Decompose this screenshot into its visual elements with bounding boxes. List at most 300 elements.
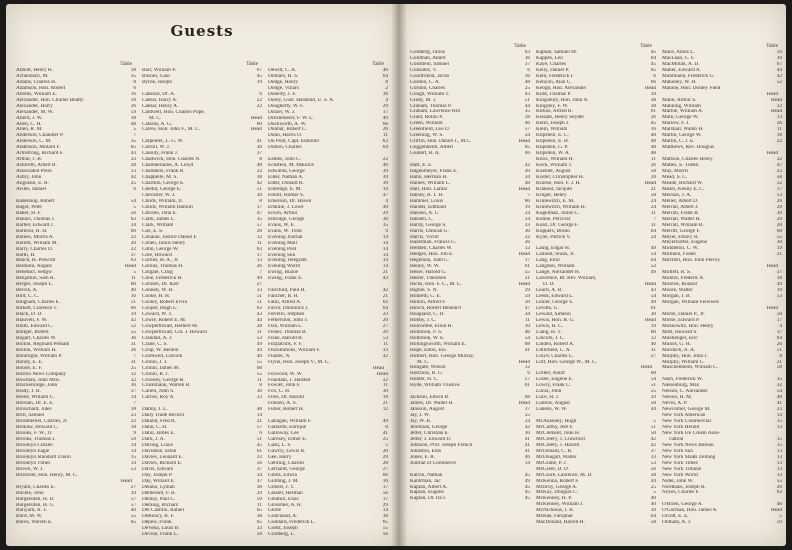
guest-table: 63 — [524, 49, 530, 55]
guest-table: 64 — [382, 145, 388, 151]
guest-name: Ashforth, Albert B. — [16, 163, 57, 169]
guest-table: 6 — [527, 67, 530, 73]
guest-name: Maher, Edward A. — [662, 67, 701, 73]
guest-name: Adams, Charles H. — [16, 79, 57, 85]
guest-name: Chappelle, M. S. — [142, 175, 178, 181]
guest-table: 65 — [130, 520, 136, 526]
guest-name: Friesell, A. S. — [268, 401, 297, 407]
guest-name: Kent, Frederick I. — [536, 73, 574, 79]
guest-table: 63 — [382, 139, 388, 145]
guest-name: Evening Telegram — [268, 258, 307, 264]
guest-table: 52 — [650, 264, 656, 270]
guest-name: Christie, John E. — [142, 210, 178, 216]
guest-table: 47 — [382, 192, 388, 198]
guest-table: 65 — [130, 145, 136, 151]
guest-name: Calkins, A. G. — [142, 121, 173, 127]
guest-name: McKenney, H. P. — [536, 496, 572, 502]
guest-name: Garnsey, Elmer E. — [268, 437, 307, 443]
guest-table: 7 — [527, 192, 530, 198]
guest-table: 26 — [650, 115, 656, 121]
guest-table: 41 — [524, 448, 530, 454]
guest-name: New York American — [662, 413, 706, 419]
guest-name: Cassidy, Frank J. — [142, 151, 179, 157]
guest-table: 22 — [524, 234, 530, 240]
guest-name: Erskine, J. Lowe — [268, 204, 304, 210]
guest-table: 32 — [776, 383, 782, 389]
guest-table: Head — [120, 478, 132, 484]
guest-table: 32 — [776, 180, 782, 186]
guest-table: 18 — [130, 67, 136, 73]
guest-table: 45 — [650, 61, 656, 67]
guest-table: 8 — [779, 353, 782, 359]
guest-table: 8 — [259, 198, 262, 204]
guest-name: Dozier, W. J. — [268, 109, 296, 115]
guest-name: Hansen, C. — [410, 216, 434, 222]
guest-table: 11 — [382, 341, 388, 347]
guest-table: 11 — [776, 127, 782, 133]
guest-name: McGuire, Laurence, M. D. — [536, 472, 593, 478]
guest-name: Fish, William L. — [268, 323, 303, 329]
guest-table: 17 — [256, 252, 262, 258]
guest-table: 64 — [382, 73, 388, 79]
guest-name: Busoni, Gaio — [142, 73, 170, 79]
guest-name: Nordhaus, Joseph R. — [662, 484, 706, 490]
guest-name: Cabezas, Dr. A. — [142, 91, 176, 97]
guest-table: 28 — [256, 228, 262, 234]
guest-name: Cooley, Robert Ervin — [142, 300, 188, 306]
guest-table: 46 — [382, 67, 388, 73]
guest-name: Bercik, A. — [16, 288, 38, 294]
guest-name: Davies, Richard E. — [142, 460, 183, 466]
guest-table: 8 — [259, 157, 262, 163]
guest-name: Koster, Christopher H. — [536, 174, 585, 180]
guest-name: Beach, H. Prescott — [16, 258, 56, 264]
guest-table: 11 — [256, 377, 262, 383]
guest-table: 49 — [650, 270, 656, 276]
guest-name: DeVena, Louis B. — [142, 526, 180, 532]
guest-name: Jackson, Edwin B. — [410, 395, 450, 401]
guest-name: Noyes, Charles F. — [662, 490, 700, 496]
guest-name: Cohen, Julius Henry — [142, 240, 186, 246]
guest-name: Monroe, Roland — [662, 282, 697, 288]
guest-table: 55 — [524, 413, 530, 419]
guest-name: Bressan, Dr. E. E. — [16, 401, 54, 407]
guest-name: Elder, Donald H. — [268, 181, 304, 187]
guest-name: Burgelsiten, H. G. — [16, 502, 55, 508]
guest-name: Mitchell, Hon. John Purroy — [662, 258, 721, 264]
guest-entry — [16, 520, 136, 526]
guest-table: 29 — [650, 395, 656, 401]
guest-name: Doherty, J. F. — [268, 91, 297, 97]
guest-name: Bannis, Thomas J. — [16, 216, 56, 222]
guest-name: Middleton, C. W. — [662, 246, 699, 252]
guest-name: Lamont, Shian, Jr. — [536, 252, 575, 258]
guest-name: Morse, Daniel P., Jr. — [662, 311, 705, 317]
guest-name: Nash, Frederick W. — [662, 377, 703, 383]
guest-name: Hunter, H. C. — [410, 377, 439, 383]
guest-name: Kaplan, Samuel M. — [536, 49, 578, 55]
guest-name: Clark, William — [142, 222, 174, 228]
guest-name: Connell, W. H. — [142, 288, 174, 294]
guest-table: 68 — [256, 365, 262, 371]
guest-table: 55 — [256, 371, 262, 377]
guest-name: Asbry, John — [16, 175, 42, 181]
guest-table: 8 — [133, 79, 136, 85]
guest-name: Mahoney, W. H. — [662, 79, 697, 85]
guest-name: New York Sun — [662, 448, 694, 454]
column-header: Table — [514, 43, 526, 49]
guest-name: Davidson, Elton — [142, 448, 177, 454]
guest-table: 4 — [385, 97, 388, 103]
guest-name: Cone, Frederick H. — [142, 276, 183, 282]
guest-name: Fitzpatrick, F. F. — [268, 341, 303, 347]
guest-table: 46 — [524, 454, 530, 460]
guest-name: Muellenger, Eric — [662, 335, 698, 341]
guest-column-3 — [268, 62, 388, 538]
guest-table: 21 — [650, 186, 656, 192]
guest-name: Littlefield, C. A. — [536, 347, 571, 353]
guest-entry — [536, 520, 656, 526]
guest-table: 14 — [382, 264, 388, 270]
guest-table: 58 — [650, 192, 656, 198]
guest-table: 11 — [382, 133, 388, 139]
guest-name: Gash, L. S. — [268, 443, 292, 448]
guest-table: Head — [518, 139, 530, 145]
guest-name: Badenhop, Robert — [16, 198, 55, 204]
guest-table: 17 — [382, 484, 388, 490]
guest-table: 12 — [130, 371, 136, 377]
guest-table: 59 — [130, 437, 136, 443]
guest-table: 18 — [130, 115, 136, 121]
guest-name: Delberard, F. B. — [142, 490, 176, 496]
guest-name: Kingsley, F. W. — [536, 103, 569, 109]
guest-name: Chedid, George E. — [142, 187, 182, 193]
guest-table: 35 — [256, 216, 262, 222]
guest-table: 13 — [776, 454, 782, 460]
guest-table: 8 — [385, 79, 388, 85]
guest-table: Head — [766, 264, 778, 270]
guest-table: 56 — [382, 490, 388, 496]
guest-table: 35 — [130, 139, 136, 145]
guest-table: 44 — [650, 407, 656, 413]
guest-table: 54 — [524, 335, 530, 341]
guest-name: Crisp, W. Benton — [142, 347, 179, 353]
guest-name: Aviles, Ismael — [16, 187, 47, 193]
guest-name: Hesse, Harold G. — [410, 270, 447, 276]
guest-table: 38 — [256, 514, 262, 520]
guest-name: Hungate, Wilson — [410, 365, 446, 371]
guest-name: New York Herald — [662, 425, 700, 430]
guest-table: 20 — [382, 329, 388, 335]
guest-table: 38 — [256, 175, 262, 181]
guest-table: 41 — [524, 436, 530, 442]
guest-name: Holbrook, F. S. — [410, 329, 443, 335]
guest-table: 14 — [524, 460, 530, 466]
guest-table: 49 — [524, 478, 530, 484]
guest-name: Bryant, Charles E. — [16, 484, 56, 490]
guest-table: 33 — [382, 347, 388, 353]
guest-name: Barth, H. — [16, 252, 36, 258]
guest-table: 6 — [653, 73, 656, 79]
guest-name: MacDonald, Harold H. — [536, 520, 585, 526]
guest-table: 20 — [382, 317, 388, 323]
guest-name: Mattson, Charles Henry — [662, 157, 713, 163]
guest-table: 48 — [650, 145, 656, 151]
guest-table: 11 — [524, 317, 530, 323]
guest-name: O'Gorman, Hon. James A. — [662, 508, 718, 514]
guest-table: 6 — [259, 431, 262, 437]
guest-name: Cullen, John S. — [142, 389, 175, 395]
guest-name: Dark, J. A. — [142, 437, 165, 443]
guest-table: 61 — [650, 305, 656, 311]
guest-table: 44 — [256, 347, 262, 353]
guest-table: 41 — [256, 139, 262, 145]
guest-name: Forwood, W. W. — [268, 371, 303, 377]
guest-name: Emerson, Dr. Haven — [268, 198, 312, 204]
guest-name: Lawrence, Rt. Rev. William, — [536, 276, 597, 282]
guest-table: 34 — [524, 133, 530, 139]
guest-name: Barrett, William M. — [16, 240, 58, 246]
guest-name: Godchaud, A. — [268, 514, 298, 520]
guest-table: 44 — [256, 317, 262, 323]
guest-table: Head — [766, 91, 778, 97]
guest-name: Alexander, Harry — [16, 103, 53, 109]
guest-table: 24 — [650, 234, 656, 240]
guest-table: 14 — [256, 413, 262, 419]
guest-table: 40 — [256, 353, 262, 359]
guest-table: 17 — [776, 186, 782, 192]
guest-name: Allerd, J. W. — [16, 115, 43, 121]
guest-table: 57 — [130, 496, 136, 502]
guest-table: 14 — [382, 240, 388, 246]
guest-name: Fountain, J. Halsted — [268, 377, 311, 383]
guest-name: Cromwell, Lincoln — [142, 353, 183, 359]
guest-table: 36 — [130, 383, 136, 389]
guest-table: 41 — [776, 401, 782, 407]
guest-table: 12 — [524, 365, 530, 371]
guest-name: Halsey, R. T. H. — [410, 192, 444, 198]
guest-name: Devine, Frank L. — [142, 532, 179, 538]
guest-table: 65 — [524, 145, 530, 151]
guest-table: 31 — [130, 359, 136, 365]
guest-table: 42 — [130, 317, 136, 323]
guest-table: 45 — [524, 496, 530, 502]
guest-name: Kaplan, Dr. Ira I. — [410, 496, 447, 502]
guest-name: Brooklyn Citizen — [16, 443, 53, 448]
guest-name: Guntert, R. A. — [410, 151, 440, 157]
guest-table: 30 — [776, 240, 782, 246]
book-gutter — [391, 4, 407, 546]
guest-name: McKenna, Robert F. — [536, 478, 580, 484]
guest-table: 55 — [524, 270, 530, 276]
guest-table: 19 — [130, 312, 136, 318]
guest-table: 62 — [130, 216, 136, 222]
guest-table: 55 — [130, 514, 136, 520]
guest-table: 13 — [776, 425, 782, 430]
guest-column-6 — [662, 44, 782, 526]
guest-table: 19 — [256, 79, 262, 85]
guest-name: Evening World — [268, 264, 300, 270]
guest-name: Fitzsimmons, William F. — [268, 347, 321, 353]
guest-table: 55 — [776, 478, 782, 484]
guest-table: Head — [518, 401, 530, 407]
guest-table: 5 — [653, 490, 656, 496]
guest-table: 51 — [256, 437, 262, 443]
guest-table: 34 — [524, 174, 530, 180]
guest-table: 43 — [130, 151, 136, 157]
guest-table: 44 — [776, 67, 782, 73]
guest-table: 39 — [256, 145, 262, 151]
guest-table: Head — [644, 282, 656, 288]
guest-name: Du Pont, Capt. Edmond — [268, 139, 319, 145]
guest-table: 29 — [776, 204, 782, 210]
guest-table: 5 — [385, 443, 388, 448]
guest-table: 29 — [524, 288, 530, 294]
guest-table: 25 — [524, 85, 530, 91]
guest-name: Levitte, G. — [536, 305, 559, 311]
guest-table: 22 — [382, 157, 388, 163]
guest-table: 42 — [382, 288, 388, 294]
guest-name: Eames, John C. — [268, 157, 301, 163]
guest-name: Cooke, H. H. — [142, 294, 171, 300]
guest-name: Merrall, Albert J. — [662, 204, 699, 210]
guest-table: 21 — [382, 401, 388, 407]
guest-table: 11 — [130, 276, 136, 282]
guest-name: New York World — [662, 472, 698, 478]
guest-name: Gerhardt, George — [268, 466, 305, 472]
guest-table: 49 — [650, 299, 656, 305]
guest-name: Adamson, Hon. Robert — [16, 85, 66, 91]
guest-name: Lewald, Simeon — [536, 311, 571, 317]
guest-name: Nidel, John W. — [662, 478, 694, 484]
guest-name: McGrane, P. J. — [536, 460, 568, 466]
guest-table: 30 — [382, 216, 388, 222]
guest-table: 49 — [382, 419, 388, 425]
guest-table: 17 — [382, 496, 388, 502]
guest-name: Ethridge, George — [268, 216, 305, 222]
guest-table: 64 — [382, 306, 388, 312]
guest-name: Klipstein, G. P. — [536, 145, 569, 151]
guest-name: MacLean, C. F. — [662, 55, 695, 61]
guest-table: 47 — [524, 305, 530, 311]
guest-name: Grady, M. J. — [410, 97, 437, 103]
guest-name: Caesar, Harry A. — [142, 97, 178, 103]
guest-name: Gonzalez, V. — [410, 67, 438, 73]
guest-table: 14 — [130, 448, 136, 454]
guest-name: Jay, J. W. — [410, 413, 430, 419]
guest-name: McClement, John H. — [536, 430, 581, 436]
guest-table: 40 — [650, 341, 656, 347]
guest-name: James, Dr. Walter B. — [410, 401, 454, 407]
guest-table: 47 — [256, 210, 262, 216]
guest-table: 11 — [650, 157, 656, 163]
guest-table: 28 — [130, 163, 136, 169]
guest-name: Fowler, John F. — [268, 383, 301, 389]
guest-name: Del Castillo, Rafael — [142, 508, 184, 514]
guest-table: 10 — [524, 323, 530, 329]
guest-name: Guggenheim, Albert — [410, 145, 454, 151]
guest-name: Bingham, Charles E. — [16, 300, 61, 306]
guest-name: Brooklyn Times — [16, 460, 51, 466]
guest-name: Kracke, Hon. F. J. H. — [536, 180, 581, 186]
guest-table: 42 — [650, 436, 656, 442]
guest-name: Cohn, George W. — [142, 246, 179, 252]
guest-name: Bogart, Charles W. — [16, 335, 57, 341]
guest-table: 18 — [776, 133, 782, 139]
guest-name: Meade, Richard W. — [662, 180, 703, 186]
guest-table: 56 — [256, 460, 262, 466]
guest-table: 45 — [256, 73, 262, 79]
guest-table: 19 — [776, 246, 782, 252]
guest-name: Brodmerkel, Charles, Jr. — [16, 419, 68, 425]
guest-table: Head — [124, 264, 136, 270]
guest-name: Oldham, A. J. — [662, 520, 692, 526]
guest-name: Gordon, Charles — [410, 85, 446, 91]
guest-table: 18 — [776, 276, 782, 282]
guest-table: Head — [250, 115, 262, 121]
guest-name: Evening Journal — [268, 234, 303, 240]
guest-table: 46 — [524, 151, 530, 157]
guest-table: 57 — [256, 222, 262, 228]
guest-name: Klein, Joseph J. — [536, 121, 570, 127]
guest-name: Linden, Robert A. — [536, 341, 575, 347]
guest-table: 52 — [776, 79, 782, 85]
guest-table: 21 — [776, 252, 782, 258]
guest-name: Grant, Rollin P. — [410, 115, 443, 121]
guest-table: 58 — [650, 169, 656, 175]
guest-table: 68 — [650, 371, 656, 377]
guest-table: Head — [518, 186, 530, 192]
guest-table: 18 — [130, 407, 136, 413]
guest-table: 34 — [130, 222, 136, 228]
guest-name: Darling, Louis — [142, 443, 173, 448]
guest-table: 65 — [382, 520, 388, 526]
guest-name: McAnanney, Hugh — [536, 419, 577, 425]
guest-name: Gabagan, William F. — [268, 419, 312, 425]
guest-entry — [268, 532, 388, 538]
guest-table: 24 — [524, 216, 530, 222]
guest-name: Hildreth, C. E. — [410, 294, 442, 300]
guest-name: Davies, Leonard E. — [142, 454, 183, 460]
guest-name: Hedges, Hon. Job E. — [410, 252, 454, 258]
guest-name: Barbour, H. H. — [16, 228, 48, 234]
guest-table: 68 — [524, 395, 530, 401]
guest-table: 37 — [256, 478, 262, 484]
guest-name: Gee, Harry — [268, 454, 292, 460]
guest-table: 10 — [776, 55, 782, 61]
guest-name: Kaye, Charles — [536, 61, 567, 67]
guest-name: Deming, Richard — [142, 502, 179, 508]
guest-name: Dutton, Charles — [268, 145, 302, 151]
guest-name: Gough, William T. — [410, 91, 450, 97]
guest-table: 51 — [776, 347, 782, 353]
guest-table: 13 — [776, 472, 782, 478]
guest-table: 68 — [524, 341, 530, 347]
guest-name: Connell, Dr. Karl — [142, 282, 179, 288]
guest-name: Gordon, C. A. — [410, 79, 440, 85]
guest-name: Knox, William H. — [536, 157, 574, 163]
guest-table: 43 — [650, 288, 656, 294]
guest-name: Holcombe, Elliot H. — [410, 323, 453, 329]
guest-name: Jetter, Christian E. — [410, 430, 450, 436]
guest-table: 18 — [524, 115, 530, 121]
guest-table: 26 — [256, 264, 262, 270]
guest-table: 63 — [256, 306, 262, 312]
guest-name: Munos, G. H. — [662, 341, 691, 347]
guest-name: Gallardo, Enrique — [268, 425, 306, 431]
guest-table: 30 — [650, 311, 656, 317]
column-header: Table — [640, 43, 652, 49]
